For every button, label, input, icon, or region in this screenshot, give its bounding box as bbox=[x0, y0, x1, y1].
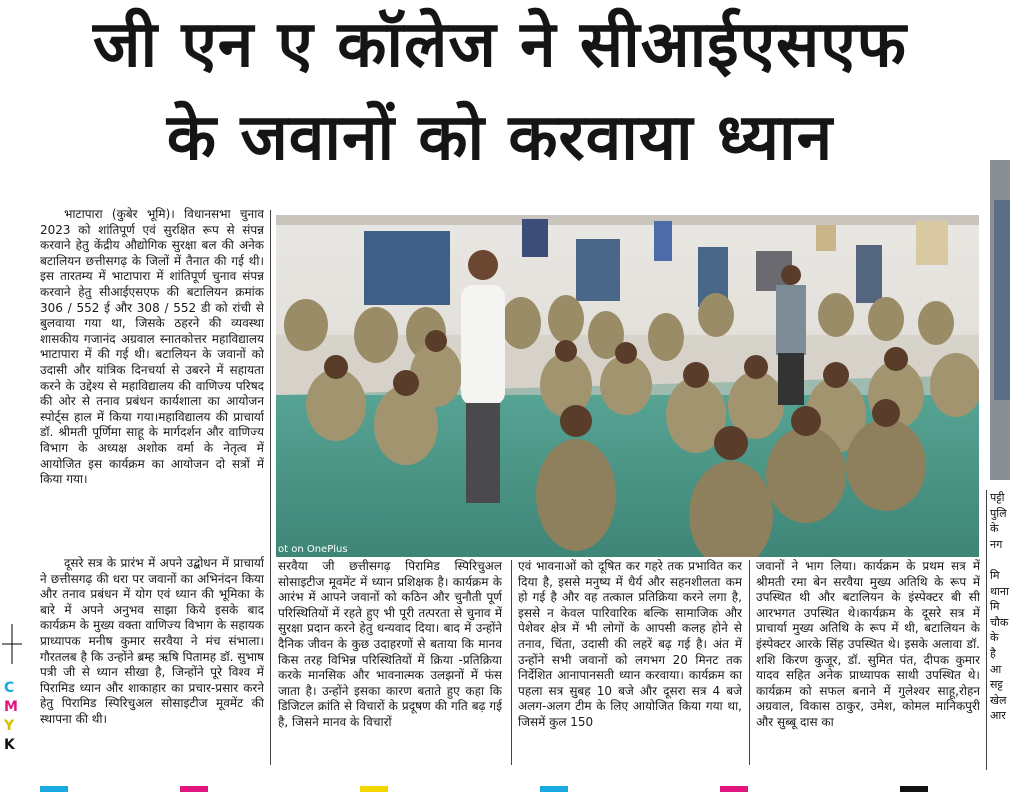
edge-line: चौक bbox=[990, 615, 1009, 629]
article-column-3 bbox=[518, 559, 742, 767]
photo-watermark: ot on OnePlus bbox=[278, 544, 348, 555]
article-column-4 bbox=[756, 559, 980, 767]
edge-line: पुलि bbox=[990, 506, 1007, 520]
edge-line: आर bbox=[990, 709, 1006, 723]
edge-line: सट्ट bbox=[990, 678, 1003, 692]
cmyk-mark-k: K bbox=[4, 737, 15, 753]
color-registration-bar bbox=[720, 786, 748, 792]
column-divider bbox=[511, 560, 512, 765]
edge-line: थाना bbox=[990, 584, 1009, 598]
article-paragraph: भाटापारा (कुबेर भूमि)। विधानसभा चुनाव 2023 को शांतिपूर्ण एवं सुरक्षित रूप से संपन्न करवाने हेतु केंद्रीय औद्योगिक सुरक्षा बल की अनेक बटालियन छत्तीसगढ़ के जिलों में तैनात की गई थी। इस तारतम्य में भाटापारा में शांतिपूर्ण चुनाव संपन्न करवाने हेतु सीआईएसएफ की बटालियन क्रमांक 306 / 552 ई और 308 / 552 डी को रांची से बुलवाया गया था, जिसके ठहरने की व्यवस्था शासकीय गजानंद अग्रवाल स्नातकोत्तर महाविद्यालय भाटापारा में की गई थी। बटालियन के जवानों को उदासी और यांत्रिक दिनचर्या से उबरने में सहायता करने के उद्देश्य से महाविद्यालय की वाणिज्य परिषद की ओर से तनाव प्रबंधन कार्यशाला का आयोजन स्पोर्ट्स हाल में किया गया।महाविद्यालय की प्राचार्या डॉ. श्रीमती पूर्णिमा साहू के मार्गदर्शन और वाणिज्य विभाग के अध्यक्ष अशोक वर्मा के नेतृत्व में आयोजित इस कार्यक्रम का आयोजन दो सत्रों में किया गया। bbox=[40, 207, 264, 487]
adjacent-photo-strip bbox=[990, 160, 1010, 480]
edge-line: है bbox=[990, 646, 996, 660]
registration-crosshair-icon bbox=[2, 624, 22, 664]
cmyk-mark-y: Y bbox=[4, 718, 15, 734]
adjacent-article-edge bbox=[990, 490, 1010, 790]
edge-line: पट्टी bbox=[990, 491, 1005, 504]
adjacent-photo bbox=[990, 160, 1010, 480]
page-divider bbox=[986, 490, 987, 770]
column-divider bbox=[749, 560, 750, 765]
cmyk-mark-m: M bbox=[4, 699, 18, 715]
article-column-1 bbox=[40, 207, 264, 552]
headline-line-2: के जवानों को करवाया ध्यान bbox=[166, 101, 834, 175]
color-registration-bar bbox=[360, 786, 388, 792]
article-paragraph: सरवैया जी छत्तीसगढ़ पिरामिड स्पिरिचुअल सोसाइटीज मूवमेंट में ध्यान प्रशिक्षक है। कार्यक्रम के आरंभ में आपने जवानों को कठिन और चुनौती पूर्ण परिस्थितियों में रहते हुए भी पूरी तत्परता से चुनाव में सुरक्षा प्रदान करने हेतु धन्यवाद दिया। बाद में उन्होंने दैनिक जीवन के कुछ उदाहरणों से बताया कि मानव किस तरह विभिन्न परिस्थितियों में क्रिया -प्रतिक्रिया करके मानसिक और भावनात्मक उलझनों में फंस जाता है। उन्होंने इसका कारण बताते हुए कहा कि डिजिटल क्रांति से विचारों के प्रदूषण की गति बढ़ गई है, जिसने मानव के विचारों bbox=[278, 559, 502, 729]
color-registration-bar bbox=[900, 786, 928, 792]
article-column-1b bbox=[40, 556, 264, 764]
article-column-2 bbox=[278, 559, 502, 767]
color-registration-bar bbox=[180, 786, 208, 792]
edge-line: के bbox=[990, 631, 999, 645]
edge-line: खेल bbox=[990, 693, 1007, 707]
article-paragraph: दूसरे सत्र के प्रारंभ में अपने उद्बोधन में प्राचार्या ने छत्तीसगढ़ की धरा पर जवानों का अभिनंदन किया और तनाव प्रबंधन में योग एवं ध्यान की भूमिका के बारे में अपने अनुभव साझा किये इसके बाद कार्यक्रम के मुख्य वक्ता वाणिज्य विभाग के सहायक प्राध्यापक मनीष कुमार सरवैया ने मंच संभाला। गौरतलब है कि उन्होंने ब्रम्ह ऋषि पितामह डॉ. सुभाष पत्री जी से ध्यान सीखा है, जिन्होंने पूरे विश्व में पिरामिड ध्यान और शाकाहार का प्रचार-प्रसार करने हेतु पिरामिड स्पिरिचुअल सोसाइटीज मूवमेंट की स्थापना की थी। bbox=[40, 556, 264, 726]
color-registration-bar bbox=[540, 786, 568, 792]
edge-line: मि bbox=[990, 600, 1000, 614]
news-photo bbox=[276, 215, 979, 557]
meditation-scene-image bbox=[276, 215, 979, 557]
edge-line bbox=[990, 552, 1010, 568]
article-paragraph: जवानों ने भाग लिया। कार्यक्रम के प्रथम सत्र में श्रीमती रमा बेन सरवैया मुख्य अतिथि के रूप में उपस्थित थी और बटालियन के इंस्पेक्टर बी सी आरभगत उपस्थित थे।कार्यक्रम के दूसरे सत्र में प्राचार्या मुख्य अतिथि के रूप में थी, बटालियन के इंस्पेक्टर आरके सिंह उपस्थित थे। इसके अलावा डॉ. शशि किरण कुजूर, डॉ. सुमित पंत, दीपक कुमार यादव सहित अनेक प्राध्यापक साथी उपस्थित थे। कार्यक्रम को सफल बनाने में गुलेश्वर साहू,रोहन अग्रवाल, विकास ठाकुर, उमेश, कोमल मानिकपुरी और सुब्बू दास का bbox=[756, 559, 980, 729]
edge-line: नग bbox=[990, 537, 1003, 551]
headline-line-1: जी एन ए कॉलेज ने सीआईएसएफ bbox=[93, 8, 907, 82]
column-divider bbox=[270, 210, 271, 765]
edge-line: के bbox=[990, 522, 999, 536]
edge-line: मि bbox=[990, 568, 1000, 582]
color-registration-bar bbox=[40, 786, 68, 792]
cmyk-mark-c: C bbox=[4, 680, 15, 696]
edge-line: आ bbox=[990, 662, 1002, 676]
article-paragraph: एवं भावनाओं को दूषित कर गहरे तक प्रभावित कर दिया है, इससे मनुष्य में धैर्य और सहनशीलता कम हो गई है और वह तत्काल प्रतिक्रिया करने लगा है, इससे न केवल पारिवारिक बल्कि सामाजिक और पेशेवर क्षेत्र में भी लोगों के आपसी कलह होने से तनाव, चिंता, उदासी की लहरें बढ़ गई है। अंत में उन्होंने सभी जवानों को लगभग 20 मिनट तक निर्देशित आनापानसती ध्यान करवाया। कार्यक्रम का पहला सत्र सुबह 10 बजे और दूसरा सत्र 4 बजे अलग-अलग टीम के लिए आयोजित किया गया था, जिसमें कुल 150 bbox=[518, 559, 742, 729]
